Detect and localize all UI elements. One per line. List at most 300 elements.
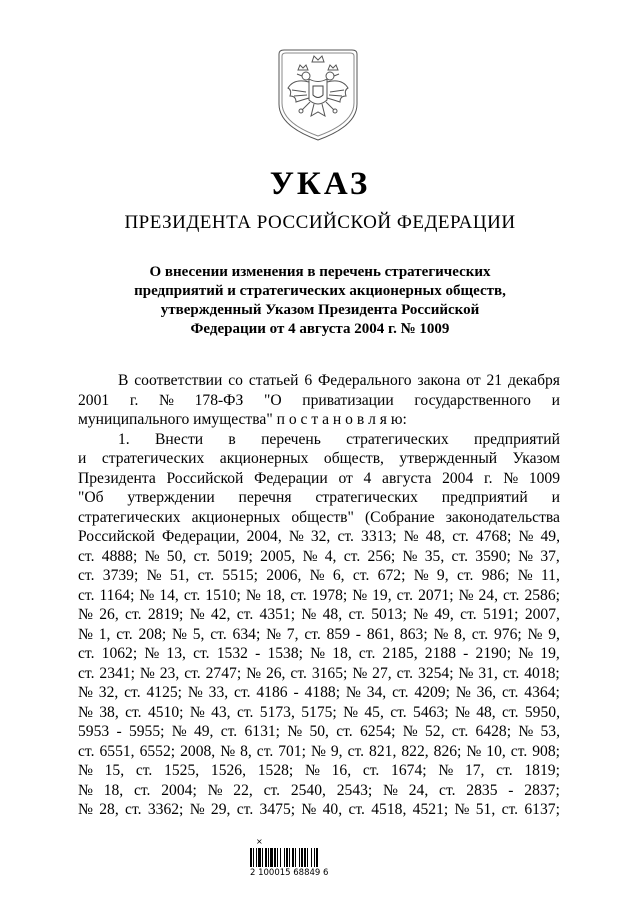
- body-word: со: [228, 372, 243, 389]
- body-word: 19,: [372, 586, 392, 604]
- body-word: №: [345, 684, 361, 701]
- body-line: [78, 683, 560, 703]
- body-word: №: [207, 781, 223, 799]
- body-word: ст.: [396, 586, 414, 604]
- body-word: "О: [263, 391, 282, 409]
- body-word: №: [301, 606, 317, 623]
- body-word: ст.: [184, 664, 201, 682]
- barcode-bar: [258, 848, 261, 867]
- body-line: [78, 781, 560, 801]
- body-word: 45,: [364, 703, 384, 721]
- body-word: №: [458, 586, 474, 604]
- body-word: 4209;: [414, 684, 450, 701]
- body-word: 2008,: [180, 742, 216, 760]
- barcode-bar: [307, 848, 308, 867]
- body-word: 27,: [372, 664, 392, 682]
- body-word: №: [343, 703, 358, 721]
- body-word: -: [255, 645, 261, 662]
- body-word: ст.: [502, 703, 519, 721]
- body-word: 36,: [476, 684, 497, 701]
- body-word: 4888;: [101, 547, 138, 565]
- body-word: 6131;: [244, 723, 280, 740]
- body-word: 821,: [369, 742, 397, 760]
- body-word: 178-ФЗ: [194, 391, 244, 409]
- body-word: ст.: [392, 684, 409, 701]
- body-word: 5191;: [482, 606, 519, 623]
- body-word: 26,: [99, 606, 119, 623]
- body-word: №: [220, 742, 236, 760]
- body-word: утвержденный: [399, 450, 498, 467]
- body-word: ст.: [78, 586, 95, 604]
- body-word: 2071;: [418, 586, 454, 604]
- body-word: Федерации: [254, 469, 328, 487]
- body-word: 11,: [540, 567, 560, 584]
- body-word: обществ,: [323, 450, 384, 467]
- decree-heading-line: предприятий и стратегических акционерных обществ,: [134, 283, 506, 299]
- barcode-block: [250, 838, 384, 894]
- body-word: 33,: [208, 684, 229, 701]
- body-word: №: [288, 528, 304, 545]
- body-word: ст.: [135, 762, 153, 779]
- body-word: 5953: [78, 723, 110, 740]
- body-word: Российской: [78, 528, 155, 545]
- body-word: 26,: [265, 664, 286, 682]
- body-word: 10,: [486, 742, 506, 760]
- body-word: Федерального: [317, 372, 412, 389]
- body-word: ст.: [348, 801, 365, 818]
- body-word: 1526,: [210, 762, 246, 779]
- body-word: №: [518, 645, 534, 662]
- body-word: №: [301, 801, 317, 818]
- body-word: 256;: [367, 547, 396, 565]
- body-word: 51,: [475, 801, 496, 818]
- body-word: 4125;: [146, 684, 183, 701]
- body-word: 8,: [240, 742, 252, 760]
- barcode-bar: [316, 848, 318, 867]
- body-word: ст.: [496, 762, 513, 779]
- body-word: 18,: [103, 781, 124, 799]
- body-line: [78, 449, 560, 469]
- body-word: 48,: [322, 606, 343, 623]
- body-word: 50,: [309, 723, 329, 740]
- body-word: 5175;: [301, 703, 337, 721]
- body-word: 672;: [377, 567, 406, 584]
- body-word: №: [78, 625, 93, 643]
- body-word: 2006,: [266, 567, 302, 584]
- decree-heading-line: утвержденный Указом Президента Российской: [160, 302, 480, 318]
- body-word: ст.: [220, 723, 238, 740]
- body-word: №: [139, 586, 155, 604]
- body-word: ст.: [78, 664, 95, 682]
- body-word: акционерных: [219, 450, 309, 467]
- body-word: 863;: [399, 625, 428, 643]
- document-title: УКАЗ: [269, 166, 371, 202]
- body-word: ст.: [304, 625, 321, 643]
- body-word: 21: [486, 372, 503, 389]
- body-line: [78, 508, 560, 528]
- body-word: ст.: [502, 586, 520, 604]
- body-word: 2341;: [99, 664, 135, 682]
- barcode-bar: [256, 848, 257, 867]
- body-word: статьей: [248, 372, 299, 389]
- body-word: ст.: [471, 625, 489, 643]
- document-subtitle: ПРЕЗИДЕНТА РОССИЙСКОЙ ФЕДЕРАЦИИ: [124, 212, 516, 233]
- body-word: №: [189, 703, 205, 721]
- body-word: 53,: [540, 723, 560, 740]
- barcode-bar: [289, 848, 290, 867]
- body-word: 4186: [256, 684, 288, 701]
- body-word: №: [187, 684, 203, 701]
- body-word: предприятий: [473, 430, 560, 448]
- body-word: ст.: [263, 781, 281, 799]
- body-word: 2004;: [161, 781, 197, 799]
- body-word: №: [310, 742, 326, 760]
- body-word: ст.: [336, 723, 353, 740]
- body-word: 5955;: [128, 723, 165, 740]
- body-word: 37,: [540, 547, 560, 565]
- body-word: №: [403, 528, 419, 545]
- body-word: 8,: [454, 625, 466, 643]
- body-word: 4768;: [475, 528, 512, 545]
- barcode-bar: [253, 848, 254, 867]
- body-word: утверждении: [127, 489, 215, 506]
- body-word: 3590;: [475, 547, 511, 565]
- body-word: 43,: [211, 703, 231, 721]
- body-word: (Собрание: [364, 508, 435, 526]
- body-line: [78, 800, 560, 820]
- body-word: стратегических: [346, 430, 449, 448]
- body-word: №: [304, 762, 320, 779]
- body-word: 2188: [424, 645, 456, 662]
- body-word: №: [189, 606, 205, 623]
- body-word: 51,: [169, 567, 190, 584]
- body-line: [78, 547, 560, 567]
- body-word: Российской: [166, 469, 244, 487]
- body-word: ст.: [124, 684, 141, 701]
- body-word: 22,: [233, 781, 253, 799]
- coat-of-arms-emblem-icon: [276, 48, 360, 142]
- body-word: 49,: [193, 723, 214, 740]
- body-word: 31,: [478, 664, 498, 682]
- body-word: 50,: [166, 547, 187, 565]
- body-word: ст.: [197, 567, 215, 584]
- body-word: 701;: [278, 742, 306, 760]
- body-word: 208;: [138, 625, 167, 643]
- body-word: ст.: [343, 547, 361, 565]
- body-word: от: [466, 372, 481, 389]
- body-word: 4: [363, 469, 372, 487]
- body-word: 1674;: [391, 762, 427, 779]
- body-word: 32,: [310, 528, 331, 545]
- body-word: 1525,: [164, 762, 200, 779]
- body-word: №: [458, 664, 474, 682]
- body-word: перечня: [238, 489, 292, 506]
- barcode-icon: [250, 848, 340, 867]
- barcode-bar: [274, 848, 276, 867]
- body-word: 1062;: [101, 645, 138, 662]
- body-word: ст.: [390, 703, 407, 721]
- body-line: [78, 664, 560, 684]
- body-word: 2001: [78, 391, 110, 409]
- body-word: Указом: [512, 450, 560, 467]
- body-word: 3313;: [361, 528, 397, 545]
- barcode-bar: [277, 848, 278, 867]
- body-word: и: [551, 489, 560, 506]
- body-word: ст.: [236, 606, 254, 623]
- body-word: 18,: [265, 586, 286, 604]
- barcode-bar: [286, 848, 288, 867]
- body-word: 826;: [433, 742, 462, 760]
- body-line: [78, 410, 560, 430]
- body-word: 49,: [434, 606, 454, 623]
- body-word: 6428;: [475, 723, 512, 740]
- body-word: 2005,: [260, 547, 296, 565]
- body-word: 2190;: [475, 645, 512, 662]
- body-word: ст.: [348, 606, 365, 623]
- barcode-bar: [265, 848, 267, 867]
- body-line: [78, 703, 560, 723]
- body-line: [78, 742, 560, 762]
- body-word: №: [413, 567, 429, 584]
- body-word: 2004,: [246, 528, 282, 545]
- body-word: ст.: [501, 684, 519, 701]
- body-word: 3475;: [259, 801, 296, 818]
- body-word: Федерации,: [161, 528, 240, 545]
- body-word: 35,: [424, 547, 445, 565]
- body-word: ст.: [396, 664, 414, 682]
- body-word: 859: [326, 625, 350, 643]
- body-word: стратегических: [315, 489, 418, 506]
- body-word: 9,: [548, 625, 560, 643]
- body-word: 2837;: [524, 781, 560, 799]
- body-word: 3739;: [102, 567, 139, 584]
- barcode-bar: [292, 848, 294, 867]
- body-word: 2185,: [382, 645, 418, 662]
- body-word: 5013;: [371, 606, 407, 623]
- body-word: государственного: [414, 391, 531, 409]
- body-line: [78, 566, 560, 586]
- body-word: 38,: [99, 703, 119, 721]
- body-word: 6,: [332, 567, 345, 584]
- barcode-number: 2 100015 68849 6: [250, 868, 329, 878]
- barcode-bar: [270, 848, 273, 867]
- body-line: [78, 722, 560, 742]
- body-word: 1,: [98, 625, 111, 643]
- body-line: [78, 469, 560, 489]
- body-word: 6254;: [359, 723, 396, 740]
- body-word: ст.: [256, 742, 274, 760]
- body-word: 32,: [98, 684, 119, 701]
- body-word: -: [293, 684, 299, 701]
- body-word: №: [159, 391, 174, 409]
- body-line: [78, 488, 560, 508]
- body-word: 976;: [493, 625, 522, 643]
- body-word: 2007,: [524, 606, 560, 623]
- body-word: №: [78, 684, 93, 701]
- decree-heading: [120, 263, 520, 339]
- body-word: 5173,: [259, 703, 295, 721]
- barcode-bar: [301, 848, 303, 867]
- body-word: -: [116, 723, 122, 740]
- body-word: №: [454, 703, 470, 721]
- body-word: ст.: [125, 606, 142, 623]
- body-word: 5,: [192, 625, 205, 643]
- barcode-mark: ×: [256, 837, 263, 846]
- body-word: ст.: [133, 781, 151, 799]
- body-word: ст.: [439, 781, 456, 799]
- body-word: 2543;: [336, 781, 373, 799]
- body-word: ст.: [125, 703, 142, 721]
- body-word: 48,: [425, 528, 446, 545]
- body-word: 1164;: [99, 586, 135, 604]
- body-word: 4188;: [304, 684, 341, 701]
- body-word: 6: [304, 372, 313, 389]
- body-word: 3254;: [418, 664, 454, 682]
- body-word: №: [352, 586, 368, 604]
- body-word: 4521;: [412, 801, 449, 818]
- body-word: №: [78, 801, 93, 818]
- body-word: 34,: [366, 684, 387, 701]
- body-word: 908;: [532, 742, 560, 760]
- body-word: -: [355, 625, 361, 643]
- body-word: 2835: [466, 781, 498, 799]
- body-word: ст.: [460, 606, 477, 623]
- decree-heading-line: О внесении изменения в перечень стратегических: [149, 264, 491, 280]
- body-word: стратегических: [78, 508, 181, 526]
- body-word: №: [310, 645, 326, 662]
- body-word: 1532: [216, 645, 248, 662]
- body-word: №: [527, 625, 543, 643]
- body-word: ст.: [290, 664, 307, 682]
- barcode-bar: [304, 848, 306, 867]
- barcode-bar: [250, 848, 252, 867]
- body-word: ст.: [236, 703, 254, 721]
- body-word: №: [189, 801, 205, 818]
- body-word: 822,: [401, 742, 429, 760]
- body-word: -: [463, 645, 469, 662]
- body-word: №: [433, 625, 449, 643]
- body-word: 1510;: [205, 586, 241, 604]
- body-word: 3362;: [147, 801, 184, 818]
- body-word: №: [171, 723, 187, 740]
- body-word: 14,: [159, 586, 179, 604]
- body-word: №: [78, 762, 93, 779]
- body-word: №: [287, 723, 303, 740]
- body-word: ст.: [452, 528, 469, 545]
- body-word: "Об: [78, 489, 104, 506]
- body-word: ст.: [78, 742, 95, 760]
- body-word: 40,: [322, 801, 343, 818]
- body-word: №: [383, 781, 398, 799]
- decree-heading-line: Федерации от 4 августа 2004 г. № 1009: [190, 321, 450, 337]
- body-word: перечень: [261, 430, 321, 448]
- body-line: [78, 605, 560, 625]
- barcode-bar: [284, 848, 285, 867]
- body-line: [78, 430, 560, 450]
- body-word: 2540,: [290, 781, 326, 799]
- body-word: 16,: [331, 762, 352, 779]
- body-word: 13,: [166, 645, 186, 662]
- body-word: 2586;: [524, 586, 560, 604]
- body-word: 5950,: [524, 703, 560, 721]
- body-word: 6137;: [524, 801, 560, 818]
- body-word: 23,: [159, 664, 180, 682]
- body-word: ст.: [234, 684, 251, 701]
- body-word: №: [139, 664, 155, 682]
- body-word: 19,: [540, 645, 560, 662]
- body-word: 3165;: [311, 664, 348, 682]
- body-word: 18,: [332, 645, 352, 662]
- body-word: ст.: [78, 547, 95, 565]
- body-line: [78, 761, 560, 781]
- barcode-bar: [299, 848, 300, 867]
- body-word: 15,: [104, 762, 125, 779]
- body-word: 4018;: [524, 664, 560, 682]
- body-word: 2004: [442, 469, 474, 487]
- body-word: 4510;: [147, 703, 184, 721]
- body-word: ст.: [451, 723, 469, 740]
- body-word: в: [228, 430, 236, 448]
- body-word: 1538;: [267, 645, 303, 662]
- body-word: приватизации: [302, 391, 394, 409]
- body-word: и: [78, 450, 87, 467]
- body-line: [78, 586, 560, 606]
- body-word: 28,: [99, 801, 119, 818]
- decree-body-text: [78, 371, 560, 820]
- barcode-bar: [280, 848, 281, 867]
- body-word: ст.: [451, 547, 468, 565]
- body-word: ст.: [236, 801, 254, 818]
- body-word: №: [144, 645, 160, 662]
- barcode-bar: [314, 848, 315, 867]
- body-word: 4351;: [259, 606, 296, 623]
- body-word: ст.: [337, 528, 354, 545]
- body-word: декабря: [507, 372, 560, 389]
- body-word: 1.: [118, 430, 130, 448]
- body-word: 5019;: [217, 547, 253, 565]
- body-word: 5515;: [222, 567, 258, 584]
- body-word: 7,: [286, 625, 299, 643]
- barcode-bar: [262, 848, 263, 867]
- body-word: №: [78, 703, 93, 721]
- body-word: ст.: [456, 567, 474, 584]
- barcode-bar: [295, 848, 296, 867]
- body-word: 4,: [324, 547, 337, 565]
- body-word: ст.: [510, 742, 528, 760]
- body-word: №: [455, 684, 471, 701]
- body-word: 986;: [481, 567, 510, 584]
- body-word: ст.: [362, 762, 380, 779]
- body-word: №: [266, 625, 281, 643]
- body-word: №: [454, 801, 470, 818]
- body-word: закона: [417, 372, 461, 389]
- body-word: №: [518, 528, 534, 545]
- body-line: [78, 527, 560, 547]
- body-word: №: [466, 742, 482, 760]
- body-word: №: [517, 567, 533, 584]
- body-word: ст.: [78, 567, 95, 584]
- body-word: 1009: [528, 469, 560, 487]
- body-word: предприятий: [441, 489, 528, 506]
- body-word: 17,: [464, 762, 485, 779]
- body-word: от: [338, 469, 353, 487]
- body-word: ст.: [347, 742, 365, 760]
- body-word: и: [551, 391, 560, 409]
- barcode-bar: [311, 848, 312, 867]
- body-word: муниципального имущества" п о с т а н о в л я ю:: [78, 411, 407, 428]
- body-word: 6552;: [139, 742, 176, 760]
- body-word: 2747;: [205, 664, 242, 682]
